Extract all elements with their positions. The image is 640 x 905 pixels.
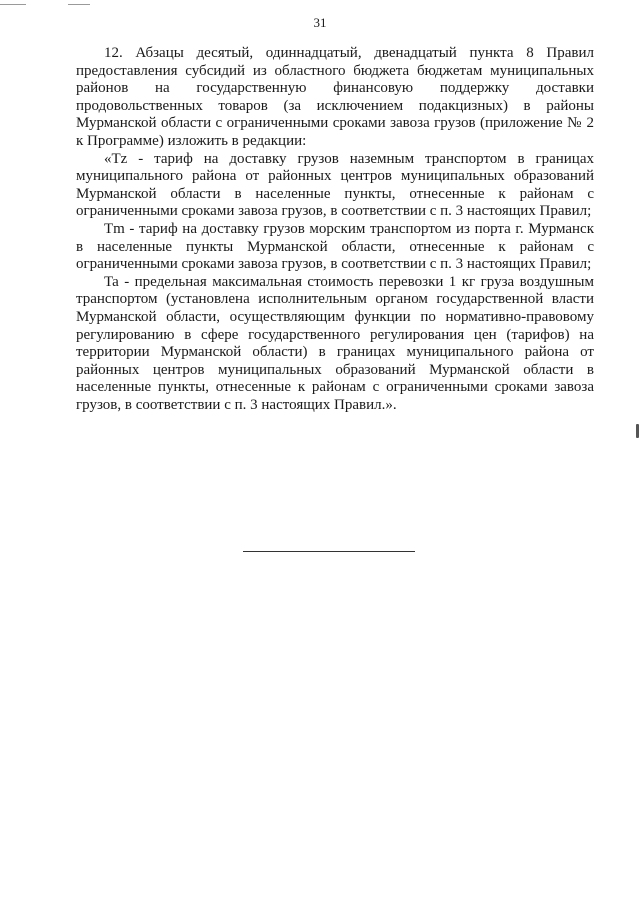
paragraph-amendment-12: 12. Абзацы десятый, одиннадцатый, двенадцатый пункта 8 Правил предоставления субсидий из областного бюджета бюджетам муниципальных районов на государственную финансовую поддержку доставки продовольственных товаров (за исключением подакцизных) в районы Мурманской области с ограниченными сроками завоза грузов (приложение № 2 к Программе) изложить в редакции: (76, 45, 594, 149)
paragraph-tz-definition: «Tz - тариф на доставку грузов наземным транспортом в границах муниципального района от районных центров муниципальных образований Мурманской области в населенные пункты, отнесенные к районам с ограниченными сроками завоза грузов, в соответствии с п. 3 настоящих Правил; (76, 150, 594, 220)
paragraph-tm-definition: Tm - тариф на доставку грузов морским транспортом из порта г. Мурманск в населенные пункты Мурманской области, отнесенные к районам с ограниченными сроками завоза грузов, в соответствии с п. 3 настоящих Правил; (76, 220, 594, 273)
paragraph-ta-definition: Ta - предельная максимальная стоимость перевозки 1 кг груза воздушным транспортом (установлена исполнительным органом государственной власти Мурманской области, осуществляющим функции по нормативно-правовому регулированию в сфере государственного регулирования цен (тарифов) на территории Мурманской области) в границах муниципального района от районных центров муниципальных образований Мурманской области в населенные пункты, отнесенные к районам с ограниченными сроками завоза грузов, в соответствии с п. 3 настоящих Правил.». (76, 273, 594, 413)
scan-edge-mark (636, 424, 639, 438)
scan-edge-mark (0, 4, 26, 5)
document-body (76, 45, 594, 414)
page-number: 31 (313, 15, 327, 30)
end-divider-line (243, 551, 415, 552)
scan-edge-mark (68, 4, 90, 5)
